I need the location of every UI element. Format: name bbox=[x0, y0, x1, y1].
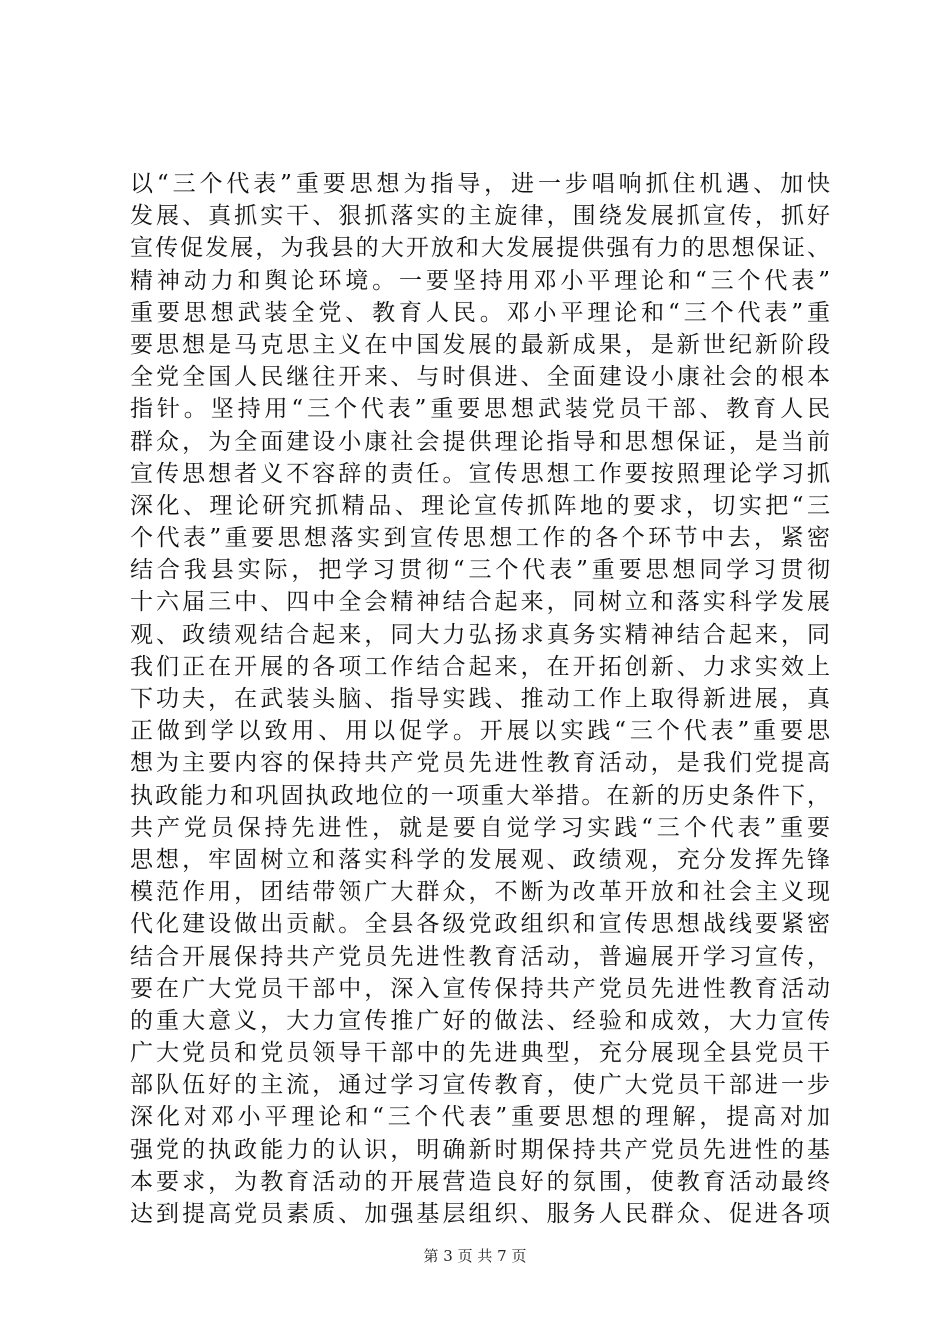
text-line: 观、政绩观结合起来，同大力弘扬求真务实精神结合起来，同 bbox=[130, 621, 830, 648]
text-line: 广大党员和党员领导干部中的先进典型，充分展现全县党员干 bbox=[130, 1040, 830, 1067]
text-line: 结合我县实际，把学习贯彻“三个代表”重要思想同学习贯彻 bbox=[130, 557, 830, 584]
text-line: 执政能力和巩固执政地位的一项重大举措。在新的历史条件下， bbox=[130, 782, 830, 809]
text-line: 以“三个代表”重要思想为指导，进一步唱响抓住机遇、加快 bbox=[130, 171, 830, 197]
page-footer bbox=[0, 1246, 950, 1266]
text-line: 全党全国人民继往开来、与时俱进、全面建设小康社会的根本 bbox=[130, 364, 830, 391]
text-line: 部队伍好的主流，通过学习宣传教育，使广大党员干部进一步 bbox=[130, 1072, 830, 1099]
text-line: 的重大意义，大力宣传推广好的做法、经验和成效，大力宣传 bbox=[130, 1007, 830, 1034]
text-line: 深化对邓小平理论和“三个代表”重要思想的理解，提高对加 bbox=[130, 1104, 830, 1131]
text-line: 强党的执政能力的认识，明确新时期保持共产党员先进性的基 bbox=[130, 1136, 830, 1163]
text-line: 达到提高党员素质、加强基层组织、服务人民群众、促进各项 bbox=[130, 1201, 830, 1227]
text-line: 重要思想武装全党、教育人民。邓小平理论和“三个代表”重 bbox=[130, 299, 830, 326]
text-line: 深化、理论研究抓精品、理论宣传抓阵地的要求，切实把“三 bbox=[130, 492, 830, 519]
text-line: 我们正在开展的各项工作结合起来，在开拓创新、力求实效上 bbox=[130, 653, 830, 680]
text-line: 指针。坚持用“三个代表”重要思想武装党员干部、教育人民 bbox=[130, 396, 830, 423]
text-line: 十六届三中、四中全会精神结合起来，同树立和落实科学发展 bbox=[130, 589, 830, 616]
text-line: 正做到学以致用、用以促学。开展以实践“三个代表”重要思 bbox=[130, 718, 830, 745]
text-line: 宣传促发展，为我县的大开放和大发展提供强有力的思想保证、 bbox=[130, 235, 830, 262]
text-line: 本要求，为教育活动的开展营造良好的氛围，使教育活动最终 bbox=[130, 1168, 830, 1195]
text-line: 要思想是马克思主义在中国发展的最新成果，是新世纪新阶段 bbox=[130, 331, 830, 358]
text-line: 发展、真抓实干、狠抓落实的主旋律，围绕发展抓宣传，抓好 bbox=[130, 203, 830, 230]
text-line: 代化建设做出贡献。全县各级党政组织和宣传思想战线要紧密 bbox=[130, 911, 830, 938]
text-line: 下功夫，在武装头脑、指导实践、推动工作上取得新进展，真 bbox=[130, 686, 830, 712]
body-text bbox=[130, 168, 830, 1230]
text-line: 宣传思想者义不容辞的责任。宣传思想工作要按照理论学习抓 bbox=[130, 460, 830, 487]
text-line: 结合开展保持共产党员先进性教育活动，普遍展开学习宣传， bbox=[130, 943, 830, 970]
text-line: 群众，为全面建设小康社会提供理论指导和思想保证，是当前 bbox=[130, 428, 830, 455]
page-number-label: 第 3 页 共 7 页 bbox=[423, 1247, 527, 1265]
text-line: 共产党员保持先进性，就是要自觉学习实践“三个代表”重要 bbox=[130, 814, 830, 841]
text-line: 思想，牢固树立和落实科学的发展观、政绩观，充分发挥先锋 bbox=[130, 846, 830, 873]
text-line: 要在广大党员干部中，深入宣传保持共产党员先进性教育活动 bbox=[130, 975, 830, 1002]
text-line: 精神动力和舆论环境。一要坚持用邓小平理论和“三个代表” bbox=[130, 267, 830, 294]
text-line: 想为主要内容的保持共产党员先进性教育活动，是我们党提高 bbox=[130, 750, 830, 777]
text-line: 模范作用，团结带领广大群众，不断为改革开放和社会主义现 bbox=[130, 879, 830, 906]
text-line: 个代表”重要思想落实到宣传思想工作的各个环节中去，紧密 bbox=[130, 525, 830, 552]
